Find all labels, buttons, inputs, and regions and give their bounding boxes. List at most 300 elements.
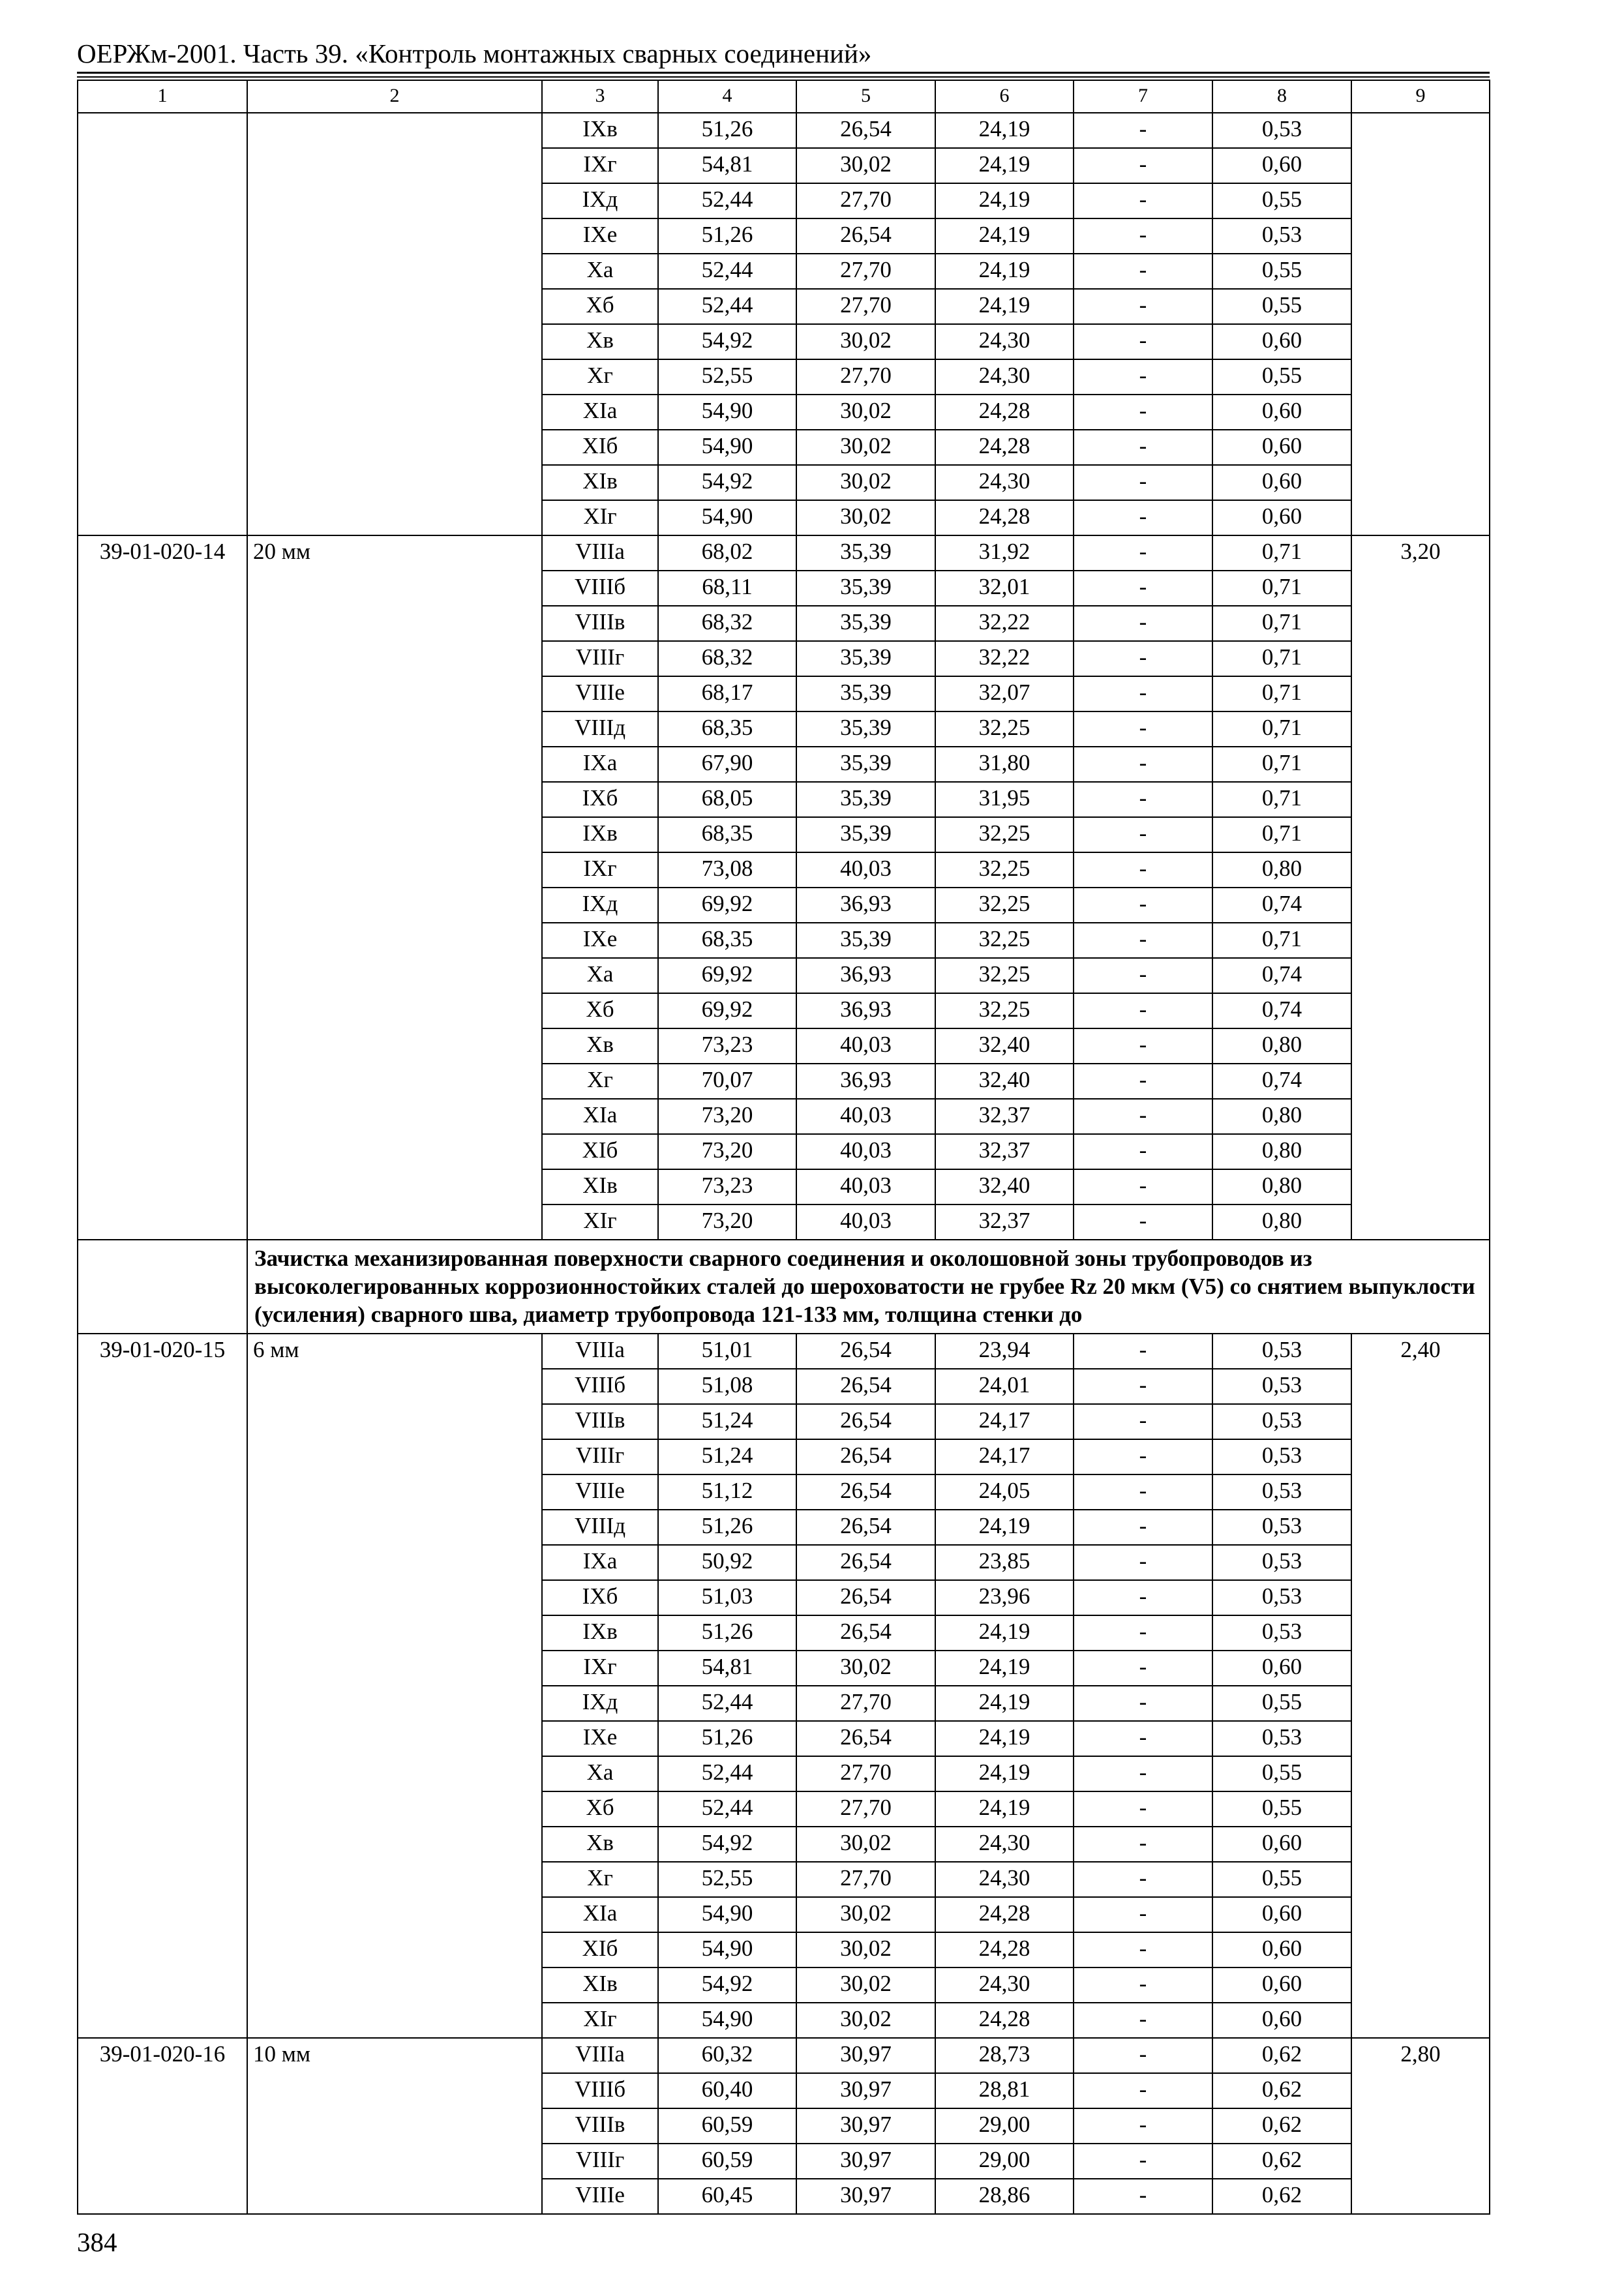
machine-cost-cell: 32,01: [935, 571, 1074, 606]
header-rule-thin: [77, 76, 1490, 78]
total-cost-cell: 52,44: [658, 254, 796, 289]
category-cell: Xб: [542, 1791, 658, 1827]
labor-cost-cell: 27,70: [796, 1791, 935, 1827]
category-cell: XIб: [542, 430, 658, 465]
category-cell: Xг: [542, 1862, 658, 1897]
category-cell: XIа: [542, 1099, 658, 1134]
labor-cost-cell: 27,70: [796, 359, 935, 395]
labor-cost-cell: 30,97: [796, 2108, 935, 2144]
description-blank-cell: [78, 1240, 247, 1334]
machine-cost-cell: 23,94: [935, 1334, 1074, 1369]
machine-cost-cell: 24,19: [935, 289, 1074, 324]
labor-cost-cell: 40,03: [796, 1028, 935, 1064]
table-row: [78, 2038, 1490, 2073]
category-cell: XIв: [542, 1967, 658, 2003]
materials-cost-cell: -: [1074, 993, 1212, 1028]
machine-cost-cell: 24,30: [935, 1827, 1074, 1862]
total-cost-cell: 73,20: [658, 1204, 796, 1240]
machine-cost-cell: 24,05: [935, 1474, 1074, 1510]
labor-cost-cell: 35,39: [796, 711, 935, 747]
materials-cost-cell: -: [1074, 1651, 1212, 1686]
materials-cost-cell: -: [1074, 1334, 1212, 1369]
total-cost-cell: 52,44: [658, 1791, 796, 1827]
labor-cost-cell: 35,39: [796, 571, 935, 606]
materials-cost-cell: -: [1074, 113, 1212, 148]
total-cost-cell: 52,44: [658, 1756, 796, 1791]
column-9-value-cell: 2,40: [1351, 1334, 1490, 2038]
materials-cost-cell: -: [1074, 1897, 1212, 1932]
labor-cost-cell: 27,70: [796, 289, 935, 324]
labor-cost-cell: 40,03: [796, 1099, 935, 1134]
machine-cost-cell: 32,25: [935, 852, 1074, 888]
labor-hours-cell: 0,53: [1212, 1615, 1351, 1651]
category-cell: XIа: [542, 395, 658, 430]
column-number: 8: [1212, 80, 1351, 113]
materials-cost-cell: -: [1074, 888, 1212, 923]
table-row: [78, 1334, 1490, 1369]
total-cost-cell: 54,90: [658, 395, 796, 430]
section-description: Зачистка механизированная поверхности сварного соединения и околошовной зоны трубопроводов из высоколегированных коррозионностойких сталей до шероховатости не грубее Rz 20 мкм (V5) со снятием выпуклости (усиления) сварного шва, диаметр трубопровода 121-133 мм, толщина стенки до: [247, 1240, 1490, 1334]
total-cost-cell: 54,90: [658, 430, 796, 465]
category-cell: VIIIв: [542, 606, 658, 641]
total-cost-cell: 52,55: [658, 1862, 796, 1897]
total-cost-cell: 51,03: [658, 1580, 796, 1615]
labor-hours-cell: 0,71: [1212, 571, 1351, 606]
materials-cost-cell: -: [1074, 571, 1212, 606]
labor-hours-cell: 0,55: [1212, 289, 1351, 324]
total-cost-cell: 68,35: [658, 923, 796, 958]
machine-cost-cell: 24,19: [935, 183, 1074, 218]
labor-cost-cell: 35,39: [796, 817, 935, 852]
machine-cost-cell: 32,22: [935, 606, 1074, 641]
materials-cost-cell: -: [1074, 218, 1212, 254]
materials-cost-cell: -: [1074, 1615, 1212, 1651]
total-cost-cell: 51,24: [658, 1404, 796, 1439]
materials-cost-cell: -: [1074, 1204, 1212, 1240]
labor-cost-cell: 35,39: [796, 782, 935, 817]
category-cell: VIIIв: [542, 1404, 658, 1439]
labor-cost-cell: 26,54: [796, 1474, 935, 1510]
labor-hours-cell: 0,60: [1212, 395, 1351, 430]
materials-cost-cell: -: [1074, 1862, 1212, 1897]
category-cell: VIIIд: [542, 711, 658, 747]
total-cost-cell: 73,20: [658, 1099, 796, 1134]
total-cost-cell: 60,59: [658, 2108, 796, 2144]
labor-cost-cell: 35,39: [796, 606, 935, 641]
materials-cost-cell: -: [1074, 359, 1212, 395]
category-cell: IXд: [542, 1686, 658, 1721]
column-number: 6: [935, 80, 1074, 113]
labor-hours-cell: 0,55: [1212, 359, 1351, 395]
labor-hours-cell: 0,53: [1212, 1510, 1351, 1545]
labor-cost-cell: 26,54: [796, 1580, 935, 1615]
norm-code-cell: 39-01-020-14: [78, 535, 247, 1240]
total-cost-cell: 73,20: [658, 1134, 796, 1169]
labor-hours-cell: 0,74: [1212, 993, 1351, 1028]
machine-cost-cell: 24,17: [935, 1404, 1074, 1439]
wall-thickness-cell: [247, 113, 542, 535]
machine-cost-cell: 29,00: [935, 2144, 1074, 2179]
labor-cost-cell: 35,39: [796, 923, 935, 958]
category-cell: Xа: [542, 958, 658, 993]
machine-cost-cell: 31,80: [935, 747, 1074, 782]
machine-cost-cell: 24,01: [935, 1369, 1074, 1404]
total-cost-cell: 51,12: [658, 1474, 796, 1510]
labor-cost-cell: 30,02: [796, 1932, 935, 1967]
machine-cost-cell: 32,22: [935, 641, 1074, 676]
labor-cost-cell: 26,54: [796, 1615, 935, 1651]
total-cost-cell: 68,05: [658, 782, 796, 817]
total-cost-cell: 60,32: [658, 2038, 796, 2073]
materials-cost-cell: -: [1074, 1967, 1212, 2003]
labor-cost-cell: 30,02: [796, 465, 935, 500]
materials-cost-cell: -: [1074, 1827, 1212, 1862]
materials-cost-cell: -: [1074, 395, 1212, 430]
labor-cost-cell: 30,02: [796, 500, 935, 535]
materials-cost-cell: -: [1074, 148, 1212, 183]
labor-cost-cell: 30,02: [796, 148, 935, 183]
category-cell: IXа: [542, 747, 658, 782]
labor-cost-cell: 35,39: [796, 641, 935, 676]
materials-cost-cell: -: [1074, 1169, 1212, 1204]
materials-cost-cell: -: [1074, 817, 1212, 852]
materials-cost-cell: -: [1074, 676, 1212, 711]
labor-cost-cell: 36,93: [796, 993, 935, 1028]
norm-code-cell: 39-01-020-15: [78, 1334, 247, 2038]
labor-hours-cell: 0,71: [1212, 676, 1351, 711]
labor-cost-cell: 30,97: [796, 2073, 935, 2108]
column-number: 3: [542, 80, 658, 113]
machine-cost-cell: 23,96: [935, 1580, 1074, 1615]
total-cost-cell: 51,01: [658, 1334, 796, 1369]
machine-cost-cell: 32,25: [935, 888, 1074, 923]
labor-hours-cell: 0,80: [1212, 852, 1351, 888]
labor-hours-cell: 0,60: [1212, 465, 1351, 500]
total-cost-cell: 50,92: [658, 1545, 796, 1580]
total-cost-cell: 68,32: [658, 641, 796, 676]
machine-cost-cell: 24,28: [935, 500, 1074, 535]
labor-hours-cell: 0,53: [1212, 1721, 1351, 1756]
total-cost-cell: 54,92: [658, 1827, 796, 1862]
total-cost-cell: 51,26: [658, 1510, 796, 1545]
category-cell: VIIIг: [542, 2144, 658, 2179]
labor-hours-cell: 0,55: [1212, 1791, 1351, 1827]
category-cell: VIIIа: [542, 2038, 658, 2073]
machine-cost-cell: 24,19: [935, 1721, 1074, 1756]
total-cost-cell: 51,26: [658, 218, 796, 254]
labor-cost-cell: 40,03: [796, 1134, 935, 1169]
category-cell: VIIIб: [542, 2073, 658, 2108]
labor-hours-cell: 0,74: [1212, 888, 1351, 923]
category-cell: Xг: [542, 359, 658, 395]
labor-hours-cell: 0,62: [1212, 2038, 1351, 2073]
total-cost-cell: 68,11: [658, 571, 796, 606]
labor-hours-cell: 0,71: [1212, 711, 1351, 747]
labor-hours-cell: 0,53: [1212, 1404, 1351, 1439]
machine-cost-cell: 24,19: [935, 1756, 1074, 1791]
category-cell: VIIIд: [542, 1510, 658, 1545]
category-cell: Xб: [542, 289, 658, 324]
category-cell: Xг: [542, 1064, 658, 1099]
machine-cost-cell: 24,28: [935, 1932, 1074, 1967]
machine-cost-cell: 28,81: [935, 2073, 1074, 2108]
labor-cost-cell: 40,03: [796, 852, 935, 888]
machine-cost-cell: 24,19: [935, 1686, 1074, 1721]
labor-hours-cell: 0,60: [1212, 1827, 1351, 1862]
labor-cost-cell: 35,39: [796, 535, 935, 571]
materials-cost-cell: -: [1074, 1474, 1212, 1510]
labor-hours-cell: 0,71: [1212, 747, 1351, 782]
materials-cost-cell: -: [1074, 2003, 1212, 2038]
machine-cost-cell: 24,19: [935, 1791, 1074, 1827]
total-cost-cell: 70,07: [658, 1064, 796, 1099]
category-cell: VIIIб: [542, 1369, 658, 1404]
machine-cost-cell: 24,19: [935, 113, 1074, 148]
labor-hours-cell: 0,62: [1212, 2073, 1351, 2108]
labor-hours-cell: 0,53: [1212, 113, 1351, 148]
materials-cost-cell: -: [1074, 1439, 1212, 1474]
labor-hours-cell: 0,80: [1212, 1099, 1351, 1134]
materials-cost-cell: -: [1074, 324, 1212, 359]
labor-hours-cell: 0,55: [1212, 254, 1351, 289]
machine-cost-cell: 32,25: [935, 817, 1074, 852]
machine-cost-cell: 24,30: [935, 465, 1074, 500]
materials-cost-cell: -: [1074, 1756, 1212, 1791]
total-cost-cell: 68,35: [658, 817, 796, 852]
labor-cost-cell: 26,54: [796, 218, 935, 254]
labor-cost-cell: 26,54: [796, 1439, 935, 1474]
labor-hours-cell: 0,60: [1212, 1897, 1351, 1932]
total-cost-cell: 67,90: [658, 747, 796, 782]
labor-cost-cell: 40,03: [796, 1204, 935, 1240]
total-cost-cell: 51,26: [658, 1721, 796, 1756]
column-9-value-cell: 3,20: [1351, 535, 1490, 1240]
materials-cost-cell: -: [1074, 1369, 1212, 1404]
materials-cost-cell: -: [1074, 747, 1212, 782]
total-cost-cell: 54,90: [658, 1897, 796, 1932]
labor-hours-cell: 0,71: [1212, 923, 1351, 958]
category-cell: XIг: [542, 500, 658, 535]
materials-cost-cell: -: [1074, 1028, 1212, 1064]
category-cell: VIIIв: [542, 2108, 658, 2144]
category-cell: IXе: [542, 1721, 658, 1756]
labor-hours-cell: 0,71: [1212, 641, 1351, 676]
total-cost-cell: 68,17: [658, 676, 796, 711]
machine-cost-cell: 24,19: [935, 254, 1074, 289]
machine-cost-cell: 23,85: [935, 1545, 1074, 1580]
materials-cost-cell: -: [1074, 254, 1212, 289]
labor-hours-cell: 0,62: [1212, 2179, 1351, 2214]
category-cell: IXе: [542, 218, 658, 254]
total-cost-cell: 51,24: [658, 1439, 796, 1474]
total-cost-cell: 73,08: [658, 852, 796, 888]
category-cell: VIIIа: [542, 535, 658, 571]
materials-cost-cell: -: [1074, 2038, 1212, 2073]
total-cost-cell: 54,92: [658, 465, 796, 500]
labor-cost-cell: 26,54: [796, 1545, 935, 1580]
page-header-title: ОЕРЖм-2001. Часть 39. «Контроль монтажных сварных соединений»: [77, 38, 872, 68]
labor-hours-cell: 0,53: [1212, 1439, 1351, 1474]
machine-cost-cell: 32,07: [935, 676, 1074, 711]
labor-hours-cell: 0,60: [1212, 430, 1351, 465]
column-9-value-cell: 2,80: [1351, 2038, 1490, 2214]
labor-hours-cell: 0,53: [1212, 1369, 1351, 1404]
column-number: 1: [78, 80, 247, 113]
machine-cost-cell: 24,28: [935, 430, 1074, 465]
labor-cost-cell: 30,02: [796, 1827, 935, 1862]
labor-hours-cell: 0,60: [1212, 324, 1351, 359]
materials-cost-cell: -: [1074, 2073, 1212, 2108]
materials-cost-cell: -: [1074, 711, 1212, 747]
category-cell: IXв: [542, 1615, 658, 1651]
machine-cost-cell: 24,19: [935, 218, 1074, 254]
labor-hours-cell: 0,71: [1212, 817, 1351, 852]
total-cost-cell: 68,35: [658, 711, 796, 747]
wall-thickness-cell: 20 мм: [247, 535, 542, 1240]
total-cost-cell: 54,90: [658, 2003, 796, 2038]
column-number: 2: [247, 80, 542, 113]
category-cell: Xв: [542, 324, 658, 359]
machine-cost-cell: 24,30: [935, 324, 1074, 359]
total-cost-cell: 69,92: [658, 888, 796, 923]
category-cell: Xб: [542, 993, 658, 1028]
labor-cost-cell: 35,39: [796, 747, 935, 782]
labor-hours-cell: 0,53: [1212, 1545, 1351, 1580]
machine-cost-cell: 32,40: [935, 1064, 1074, 1099]
labor-hours-cell: 0,71: [1212, 535, 1351, 571]
machine-cost-cell: 32,25: [935, 711, 1074, 747]
total-cost-cell: 60,45: [658, 2179, 796, 2214]
materials-cost-cell: -: [1074, 2144, 1212, 2179]
category-cell: VIIIе: [542, 2179, 658, 2214]
total-cost-cell: 52,44: [658, 183, 796, 218]
materials-cost-cell: -: [1074, 782, 1212, 817]
total-cost-cell: 54,90: [658, 500, 796, 535]
labor-hours-cell: 0,80: [1212, 1028, 1351, 1064]
table-row: [78, 113, 1490, 148]
column-number: 5: [796, 80, 935, 113]
category-cell: IXд: [542, 888, 658, 923]
machine-cost-cell: 32,37: [935, 1099, 1074, 1134]
category-cell: XIг: [542, 2003, 658, 2038]
labor-hours-cell: 0,60: [1212, 1967, 1351, 2003]
total-cost-cell: 54,81: [658, 1651, 796, 1686]
category-cell: VIIIа: [542, 1334, 658, 1369]
labor-cost-cell: 30,02: [796, 1897, 935, 1932]
labor-cost-cell: 26,54: [796, 1404, 935, 1439]
machine-cost-cell: 28,73: [935, 2038, 1074, 2073]
total-cost-cell: 68,02: [658, 535, 796, 571]
category-cell: IXг: [542, 1651, 658, 1686]
category-cell: XIб: [542, 1134, 658, 1169]
category-cell: VIIIб: [542, 571, 658, 606]
total-cost-cell: 73,23: [658, 1169, 796, 1204]
labor-hours-cell: 0,74: [1212, 1064, 1351, 1099]
labor-cost-cell: 30,02: [796, 324, 935, 359]
total-cost-cell: 54,92: [658, 324, 796, 359]
labor-hours-cell: 0,55: [1212, 1862, 1351, 1897]
category-cell: Xв: [542, 1028, 658, 1064]
category-cell: IXв: [542, 817, 658, 852]
machine-cost-cell: 24,19: [935, 148, 1074, 183]
labor-cost-cell: 27,70: [796, 254, 935, 289]
labor-cost-cell: 36,93: [796, 958, 935, 993]
category-cell: VIIIг: [542, 641, 658, 676]
labor-cost-cell: 30,02: [796, 2003, 935, 2038]
materials-cost-cell: -: [1074, 1932, 1212, 1967]
materials-cost-cell: -: [1074, 852, 1212, 888]
labor-cost-cell: 35,39: [796, 676, 935, 711]
labor-cost-cell: 30,02: [796, 430, 935, 465]
total-cost-cell: 51,08: [658, 1369, 796, 1404]
labor-hours-cell: 0,71: [1212, 782, 1351, 817]
machine-cost-cell: 29,00: [935, 2108, 1074, 2144]
materials-cost-cell: -: [1074, 1791, 1212, 1827]
labor-hours-cell: 0,53: [1212, 1474, 1351, 1510]
labor-hours-cell: 0,60: [1212, 1651, 1351, 1686]
machine-cost-cell: 24,17: [935, 1439, 1074, 1474]
machine-cost-cell: 32,40: [935, 1028, 1074, 1064]
machine-cost-cell: 32,37: [935, 1134, 1074, 1169]
labor-hours-cell: 0,60: [1212, 500, 1351, 535]
machine-cost-cell: 24,28: [935, 1897, 1074, 1932]
materials-cost-cell: -: [1074, 1404, 1212, 1439]
category-cell: IXб: [542, 1580, 658, 1615]
machine-cost-cell: 32,25: [935, 958, 1074, 993]
total-cost-cell: 60,40: [658, 2073, 796, 2108]
materials-cost-cell: -: [1074, 606, 1212, 641]
labor-hours-cell: 0,53: [1212, 1334, 1351, 1369]
machine-cost-cell: 32,25: [935, 993, 1074, 1028]
category-cell: IXа: [542, 1545, 658, 1580]
materials-cost-cell: -: [1074, 641, 1212, 676]
labor-hours-cell: 0,71: [1212, 606, 1351, 641]
labor-hours-cell: 0,80: [1212, 1204, 1351, 1240]
materials-cost-cell: -: [1074, 2179, 1212, 2214]
category-cell: XIг: [542, 1204, 658, 1240]
labor-cost-cell: 30,02: [796, 1651, 935, 1686]
total-cost-cell: 60,59: [658, 2144, 796, 2179]
total-cost-cell: 69,92: [658, 993, 796, 1028]
materials-cost-cell: -: [1074, 958, 1212, 993]
machine-cost-cell: 24,30: [935, 359, 1074, 395]
machine-cost-cell: 31,95: [935, 782, 1074, 817]
machine-cost-cell: 24,19: [935, 1510, 1074, 1545]
machine-cost-cell: 28,86: [935, 2179, 1074, 2214]
labor-cost-cell: 26,54: [796, 113, 935, 148]
labor-cost-cell: 30,02: [796, 1967, 935, 2003]
labor-cost-cell: 30,97: [796, 2038, 935, 2073]
materials-cost-cell: -: [1074, 2108, 1212, 2144]
materials-cost-cell: -: [1074, 923, 1212, 958]
machine-cost-cell: 24,30: [935, 1967, 1074, 2003]
total-cost-cell: 52,44: [658, 1686, 796, 1721]
machine-cost-cell: 24,19: [935, 1615, 1074, 1651]
category-cell: IXе: [542, 923, 658, 958]
section-description-row: [78, 1240, 1490, 1334]
norms-table: [77, 80, 1490, 2215]
category-cell: XIа: [542, 1897, 658, 1932]
labor-cost-cell: 26,54: [796, 1721, 935, 1756]
labor-hours-cell: 0,53: [1212, 218, 1351, 254]
labor-cost-cell: 30,97: [796, 2179, 935, 2214]
labor-hours-cell: 0,55: [1212, 1756, 1351, 1791]
labor-cost-cell: 26,54: [796, 1334, 935, 1369]
category-cell: XIв: [542, 465, 658, 500]
category-cell: VIIIг: [542, 1439, 658, 1474]
column-number: 4: [658, 80, 796, 113]
materials-cost-cell: -: [1074, 535, 1212, 571]
